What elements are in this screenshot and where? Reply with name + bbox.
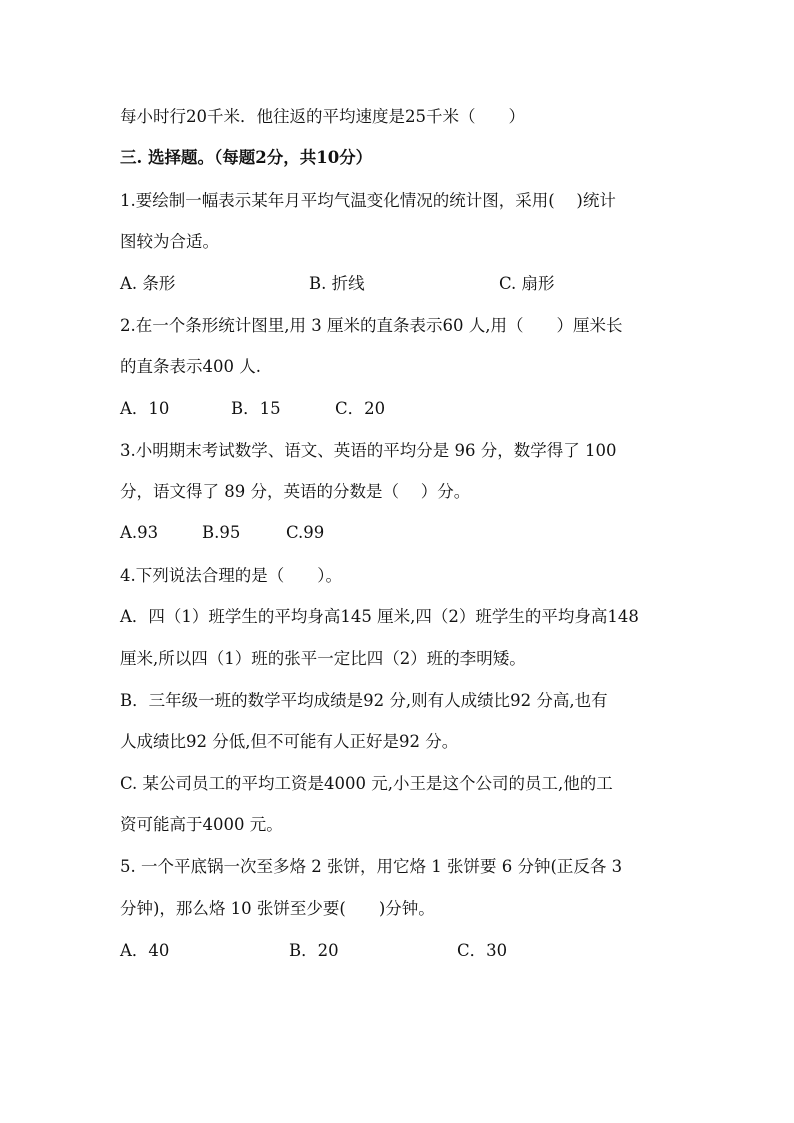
question-2-option-a: A．10 (120, 399, 170, 418)
question-4-option-b-line-1: B．三年级一班的数学平均成绩是92 分,则有人成绩比92 分高,也有 (120, 691, 608, 710)
question-5-line-2: 分钟)，那么烙 10 张饼至少要( )分钟。 (120, 899, 435, 918)
question-3-option-a: A.93 (120, 523, 159, 542)
question-1-option-a: A. 条形 (120, 274, 176, 293)
question-2-line-1: 2.在一个条形统计图里,用 3 厘米的直条表示60 人,用（ ）厘米长 (120, 316, 623, 335)
question-3-option-c: C.99 (286, 523, 325, 542)
question-1-line-1: 1.要绘制一幅表示某年月平均气温变化情况的统计图，采用( )统计 (120, 191, 616, 210)
question-1-line-2: 图较为合适。 (120, 232, 219, 251)
question-5-option-c: C．30 (457, 941, 508, 960)
question-4-option-a-line-1: A．四（1）班学生的平均身高145 厘米,四（2）班学生的平均身高148 (120, 607, 639, 626)
question-5-option-b: B．20 (289, 941, 339, 960)
question-4-option-a-line-2: 厘米,所以四（1）班的张平一定比四（2）班的李明矮。 (120, 649, 526, 668)
question-1-option-b: B. 折线 (309, 274, 365, 293)
question-3-line-2: 分，语文得了 89 分，英语的分数是（ ）分。 (120, 482, 471, 501)
question-4-stem: 4.下列说法合理的是（ ）。 (120, 566, 342, 585)
question-1-option-c: C. 扇形 (499, 274, 555, 293)
continued-question-line: 每小时行20千米．他往返的平均速度是25千米（ ） (120, 107, 525, 126)
question-2-option-b: B．15 (231, 399, 281, 418)
question-5-option-a: A．40 (120, 941, 170, 960)
question-4-option-c-line-1: C. 某公司员工的平均工资是4000 元,小王是这个公司的员工,他的工 (120, 774, 613, 793)
question-3-option-b: B.95 (202, 523, 241, 542)
question-4-option-c-line-2: 资可能高于4000 元。 (120, 815, 283, 834)
question-2-option-c: C．20 (335, 399, 386, 418)
section-heading: 三. 选择题。（每题2分，共10分） (120, 148, 373, 167)
question-2-line-2: 的直条表示400 人. (120, 357, 261, 376)
question-5-line-1: 5. 一个平底锅一次至多烙 2 张饼，用它烙 1 张饼要 6 分钟(正反各 3 (120, 857, 623, 876)
question-4-option-b-line-2: 人成绩比92 分低,但不可能有人正好是92 分。 (120, 732, 459, 751)
question-3-line-1: 3.小明期末考试数学、语文、英语的平均分是 96 分，数学得了 100 (120, 441, 617, 460)
